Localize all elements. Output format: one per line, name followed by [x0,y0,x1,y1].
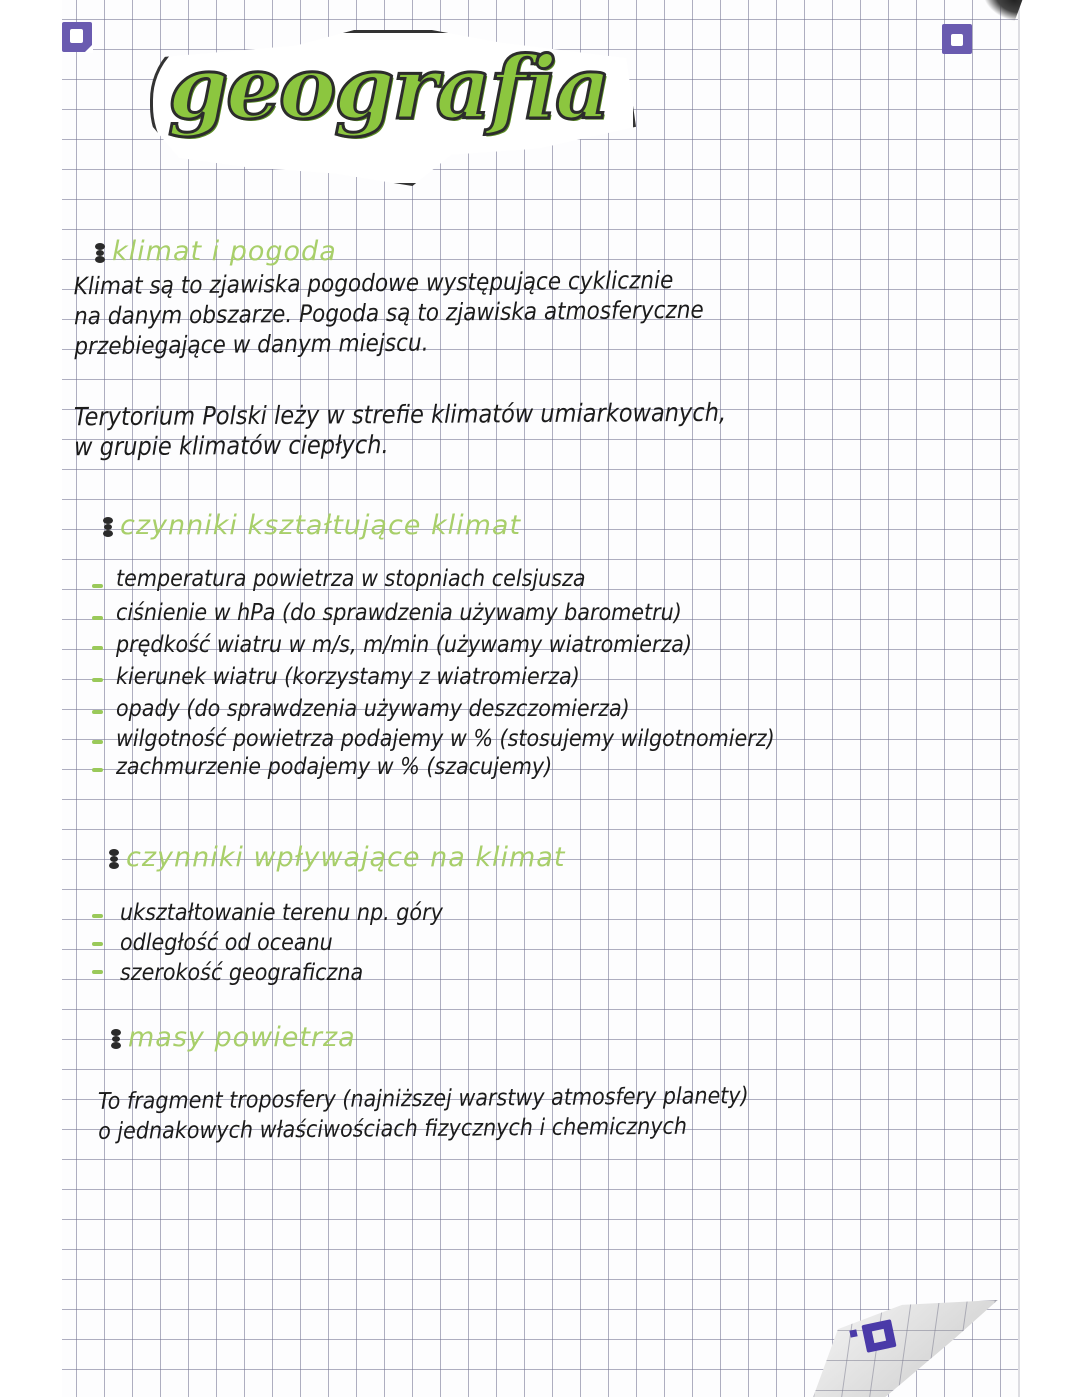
paragraph-air-masses [98,1081,749,1147]
list-dash-icon [92,914,103,918]
list-dash-icon [92,678,103,682]
paper-edge [1018,0,1020,1397]
list-dash-icon [92,710,103,714]
list-dash-icon [92,616,103,620]
heading-text: czynniki kształtujące klimat [120,510,522,541]
heading-text: klimat i pogoda [112,236,337,267]
list-dash-icon [92,768,103,772]
leaf-bullet-icon [108,846,120,872]
page-title: geografia [168,38,609,139]
section-heading-czynniki-wplywajace [108,842,565,873]
leaf-bullet-icon [110,1026,122,1052]
section-heading-czynniki-ksztaltujace [102,510,521,541]
list-item: kierunek wiatru (korzystamy z wiatromierza) [116,664,580,690]
list-dash-icon [92,942,103,946]
page-title-lettering [150,30,640,190]
leaf-bullet-icon [102,514,114,540]
list-item: prędkość wiatru w m/s, m/min (używamy wiatromierza) [116,632,693,658]
text-line: Terytorium Polski leży w strefie klimatów umiarkowanych, [73,397,727,432]
list-item: zachmurzenie podajemy w % (szacujemy) [116,754,553,780]
paragraph-climate-definition [74,265,705,362]
text-line: przebiegające w danym miejscu. [74,328,429,361]
list-dash-icon [92,970,103,974]
brand-logo-icon [62,22,92,52]
heading-text: masy powietrza [128,1022,356,1053]
section-heading-klimat-i-pogoda [94,236,337,267]
leaf-bullet-icon [94,240,106,266]
text-line: na danym obszarze. Pogoda są to zjawiska atmosferyczne [73,295,704,331]
list-dash-icon [92,584,103,588]
brand-logo-dot-icon [849,1329,857,1337]
text-line: w grupie klimatów ciepłych. [74,430,389,462]
section-heading-masy-powietrza [110,1022,356,1053]
list-item: ukształtowanie terenu np. góry [120,900,443,926]
list-dash-icon [92,646,103,650]
text-line: Klimat są to zjawiska pogodowe występujące cyklicznie [73,266,674,301]
list-item: opady (do sprawdzenia używamy deszczomierza) [116,696,630,722]
brand-logo-icon [942,24,972,54]
paragraph-poland-climate [74,398,727,463]
list-item: temperatura powietrza w stopniach celsjusza [116,566,586,592]
list-dash-icon [92,740,103,744]
text-line: o jednakowych właściwościach fizycznych i chemicznych [98,1113,688,1145]
text-line: To fragment troposfery (najniższej warstwy atmosfery planety) [97,1083,749,1115]
list-item: ciśnienie w hPa (do sprawdzenia używamy barometru) [116,600,682,626]
list-item: odległość od oceanu [120,930,333,956]
heading-text: czynniki wpływające na klimat [126,842,566,873]
list-item: szerokość geograficzna [120,960,364,986]
list-item: wilgotność powietrza podajemy w % (stosujemy wilgotnomierz) [116,726,775,752]
